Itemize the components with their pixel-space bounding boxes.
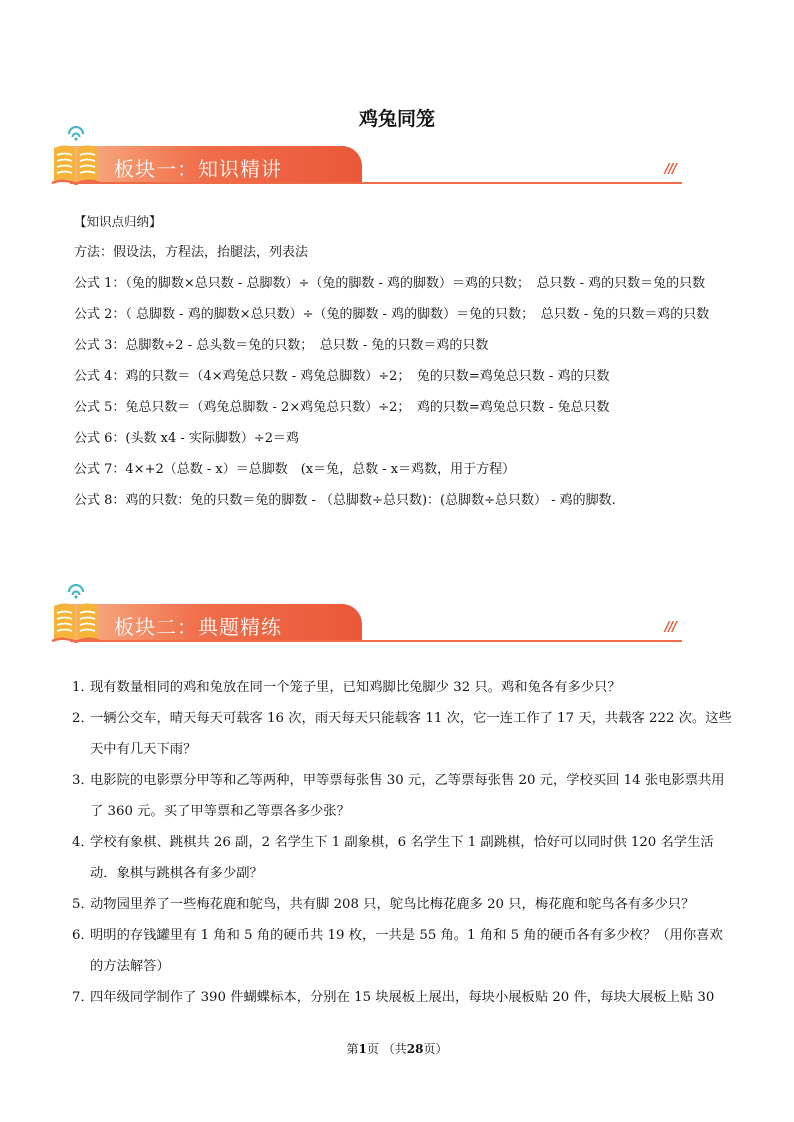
problem-item bbox=[72, 765, 732, 827]
problem-text: 一辆公交车，晴天每天可载客 16 次，雨天每天只能载客 11 次，它一连工作了 17 天，共载客 222 次。这些天中有几天下雨？ bbox=[90, 711, 732, 757]
knowledge-line: 公式 6：(头数 x4 - 实际脚数）÷2＝鸡 bbox=[74, 431, 300, 446]
banner-underline bbox=[70, 182, 682, 184]
footer-total-pages: 28 bbox=[406, 1042, 424, 1056]
problem-number: 5． bbox=[72, 897, 94, 912]
problem-text: 明明的存钱罐里有 1 角和 5 角的硬币共 19 枚，一共是 55 角。1 角和 5 角的硬币各有多少枚？（用你喜欢的方法解答） bbox=[90, 928, 723, 974]
open-book-wifi-icon bbox=[50, 126, 102, 186]
problem-item bbox=[72, 827, 732, 889]
knowledge-summary bbox=[74, 206, 734, 516]
footer-suffix: 页） bbox=[423, 1042, 448, 1056]
open-book-wifi-icon bbox=[50, 584, 102, 644]
knowledge-line: 公式 4：鸡的只数＝（4×鸡兔总只数 - 鸡兔总脚数）÷2； 兔的只数=鸡兔总只数 - 鸡的只数 bbox=[74, 369, 610, 384]
knowledge-line: 公式 2：（ 总脚数 - 鸡的脚数×总只数）÷（兔的脚数 - 鸡的脚数）＝兔的只数； 总只数 - 兔的只数＝鸡的只数 bbox=[74, 307, 710, 322]
knowledge-line: 公式 7：4×+2（总数 - x）＝总脚数 (x＝兔，总数 - x＝鸡数，用于方程） bbox=[74, 462, 516, 477]
banner-slashes: /// bbox=[664, 162, 676, 177]
knowledge-heading: 【知识点归纳】 bbox=[74, 214, 162, 229]
footer-page-number: 1 bbox=[358, 1042, 367, 1056]
section-banner-1 bbox=[50, 140, 682, 190]
problem-number: 6． bbox=[72, 928, 94, 943]
problem-text: 学校有象棋、跳棋共 26 副，2 名学生下 1 副象棋，6 名学生下 1 副跳棋，恰好可以同时供 120 名学生活动．象棋与跳棋各有多少副？ bbox=[90, 835, 714, 881]
page-footer bbox=[0, 1040, 794, 1057]
problem-number: 7． bbox=[72, 990, 94, 1005]
knowledge-line: 公式 8：鸡的只数：兔的只数＝兔的脚数 - （总脚数÷总只数)：(总脚数÷总只数） - 鸡的脚数. bbox=[74, 493, 616, 508]
knowledge-line: 公式 1：（兔的脚数×总只数 - 总脚数）÷（兔的脚数 - 鸡的脚数）＝鸡的只数； 总只数 - 鸡的只数＝兔的只数 bbox=[74, 276, 706, 291]
problem-text: 现有数量相同的鸡和兔放在同一个笼子里，已知鸡脚比兔脚少 32 只。鸡和兔各有多少只？ bbox=[90, 680, 621, 695]
banner-underline bbox=[70, 640, 682, 642]
footer-prefix: 第 bbox=[346, 1042, 359, 1056]
problem-item bbox=[72, 703, 732, 765]
problem-list bbox=[72, 672, 732, 1013]
section-1-label: 板块一：知识精讲 bbox=[114, 157, 282, 181]
problem-text: 四年级同学制作了 390 件蝴蝶标本，分别在 15 块展板上展出，每块小展板贴 20 件，每块大展板上贴 30 bbox=[90, 990, 715, 1005]
problem-number: 4． bbox=[72, 835, 94, 850]
problem-number: 3． bbox=[72, 773, 94, 788]
problem-number: 2． bbox=[72, 711, 94, 726]
footer-middle: 页 （共 bbox=[366, 1042, 407, 1056]
knowledge-line: 公式 5：兔总只数＝（鸡兔总脚数 - 2×鸡兔总只数）÷2； 鸡的只数=鸡兔总只数 - 兔总只数 bbox=[74, 400, 610, 415]
banner-slashes: /// bbox=[664, 620, 676, 635]
page-title: 鸡兔同笼 bbox=[358, 108, 435, 130]
problem-number: 1． bbox=[72, 680, 94, 695]
problem-text: 电影院的电影票分甲等和乙等两种，甲等票每张售 30 元，乙等票每张售 20 元，学校买回 14 张电影票共用了 360 元。买了甲等票和乙等票各多少张？ bbox=[90, 773, 725, 819]
knowledge-line: 公式 3：总脚数÷2 - 总头数＝兔的只数； 总只数 - 兔的只数＝鸡的只数 bbox=[74, 338, 489, 353]
problem-item bbox=[72, 920, 732, 982]
problem-item bbox=[72, 672, 732, 703]
problem-item bbox=[72, 889, 732, 920]
problem-text: 动物园里养了一些梅花鹿和鸵鸟，共有脚 208 只，鸵鸟比梅花鹿多 20 只，梅花鹿和鸵鸟各有多少只？ bbox=[90, 897, 695, 912]
problem-item bbox=[72, 982, 732, 1013]
section-2-label: 板块二：典题精练 bbox=[114, 615, 282, 639]
knowledge-line: 方法：假设法，方程法，抬腿法，列表法 bbox=[74, 245, 309, 260]
section-banner-2 bbox=[50, 598, 682, 648]
